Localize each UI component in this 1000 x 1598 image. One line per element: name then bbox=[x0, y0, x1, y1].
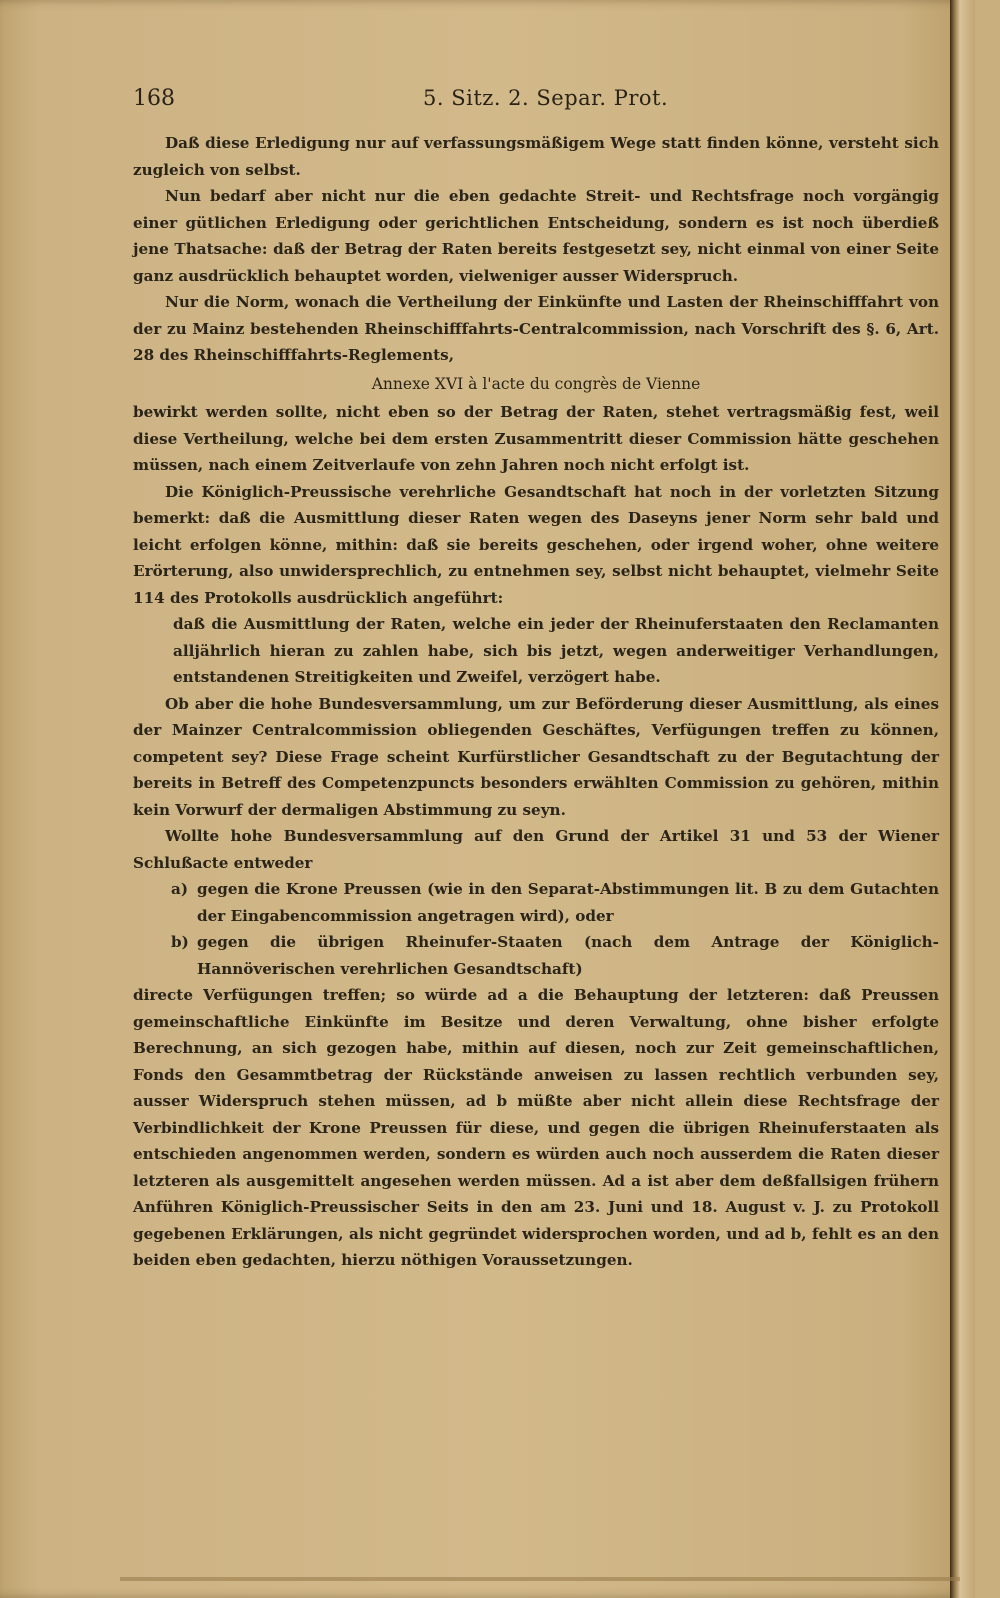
page-number: 168 bbox=[133, 86, 175, 111]
list-item-a bbox=[171, 876, 939, 929]
annex-reference: Annexe XVI à l'acte du congrès de Vienne bbox=[371, 374, 701, 393]
list-text-b: gegen die übrigen Rheinufer-Staaten (nach dem Antrage der Königlich-Hannöverischen verehrlichen Gesandtschaft) bbox=[197, 933, 939, 978]
paragraph-7: Wollte hohe Bundesversammlung auf den Grund der Artikel 31 und 53 der Wiener Schlußacte entweder bbox=[133, 827, 939, 872]
paragraph-5: Die Königlich-Preussische verehrliche Gesandtschaft hat noch in der vorletzten Sitzung bemerkt: daß die Ausmittlung dieser Raten wegen des Daseyns jener Norm sehr bald und leicht erfolgen könne, mithin: daß sie bereits geschehen, oder irgend woher, ohne weitere Erörterung, also unwidersprechlich, zu entnehmen sey, selbst nicht behauptet, vielmehr Seite 114 des Protokolls ausdrücklich angeführt: bbox=[133, 482, 939, 607]
paragraph-2: Nun bedarf aber nicht nur die eben gedachte Streit- und Rechtsfrage noch vorgängig einer gütlichen Erledigung oder gerichtlichen Entscheidung, sondern es ist noch überdieß jene Thatsache: daß der Betrag der Raten bereits festgesetzt sey, nicht einmal von einer Seite ganz ausdrücklich behauptet worden, vielweniger ausser Widerspruch. bbox=[133, 187, 939, 285]
list-item-b bbox=[171, 929, 939, 982]
body-text bbox=[133, 130, 939, 1274]
quoted-statement: daß die Ausmittlung der Raten, welche ein jeder der Rheinuferstaaten den Reclamanten alljährlich hieran zu zahlen habe, sich bis jetzt, wegen anderweitiger Verhandlungen, entstandenen Streitigkeiten und Zweifel, verzögert habe. bbox=[173, 615, 939, 686]
paragraph-3: Nur die Norm, wonach die Vertheilung der Einkünfte und Lasten der Rheinschifffahrt von der zu Mainz bestehenden Rheinschifffahrts-Centralcommission, nach Vorschrift des §. 6, Art. 28 des Rheinschifffahrts-Reglements, bbox=[133, 293, 939, 364]
paragraph-6: Ob aber die hohe Bundesversammlung, um zur Beförderung dieser Ausmittlung, als eines der Mainzer Centralcommission obliegenden Geschäftes, Verfügungen treffen zu können, competent sey? Diese Frage scheint Kurfürstlicher Gesandtschaft zu der Begutachtung der bereits in Betreff des Competenzpuncts besonders erwählten Commission zu gehören, mithin kein Vorwurf der dermaligen Abstimmung zu seyn. bbox=[133, 694, 939, 819]
list-text-a: gegen die Krone Preussen (wie in den Separat-Abstimmungen lit. B zu dem Gutachten der Eingabencommission angetragen wird), oder bbox=[197, 880, 939, 925]
paragraph-1: Daß diese Erledigung nur auf verfassungsmäßigem Wege statt finden könne, versteht sich zugleich von selbst. bbox=[133, 134, 939, 179]
paragraph-8: directe Verfügungen treffen; so würde ad a die Behauptung der letzteren: daß Preussen gemeinschaftliche Einkünfte im Besitze und deren Verwaltung, ohne bisher erfolgte Berechnung, an sich gezogen habe, mithin auf diesen, noch zur Zeit gemeinschaftlichen, Fonds den Gesammtbetrag der Rückstände anweisen zu lassen rechtlich verbunden sey, ausser Widerspruch stehen müssen, ad b müßte aber nicht allein diese Rechtsfrage der Verbindlichkeit der Krone Preussen für diese, und gegen die übrigen Rheinuferstaaten als entschieden angenommen werden, sondern es würden auch noch ausserdem die Raten dieser letzteren als ausgemittelt angesehen werden müssen. Ad a ist aber dem deßfallsigen frühern Anführen Königlich-Preussischer Seits in den am 23. Juni und 18. August v. J. zu Protokoll gegebenen Erklärungen, als nicht gegründet widersprochen worden, und ad b, fehlt es an den beiden eben gedachten, hierzu nöthigen Voraussetzungen. bbox=[133, 986, 939, 1269]
list-label-a: a) bbox=[171, 880, 189, 898]
running-title: 5. Sitz. 2. Separ. Prot. bbox=[423, 86, 669, 110]
paragraph-4: bewirkt werden sollte, nicht eben so der Betrag der Raten, stehet vertragsmäßig fest, weil diese Vertheilung, welche bei dem ersten Zusammentritt dieser Commission hätte geschehen müssen, nach einem Zeitverlaufe von zehn Jahren noch nicht erfolgt ist. bbox=[133, 403, 939, 474]
page-header bbox=[133, 86, 933, 116]
list-label-b: b) bbox=[171, 933, 189, 951]
page-edge bbox=[950, 0, 975, 1598]
bottom-shadow bbox=[120, 1577, 960, 1581]
